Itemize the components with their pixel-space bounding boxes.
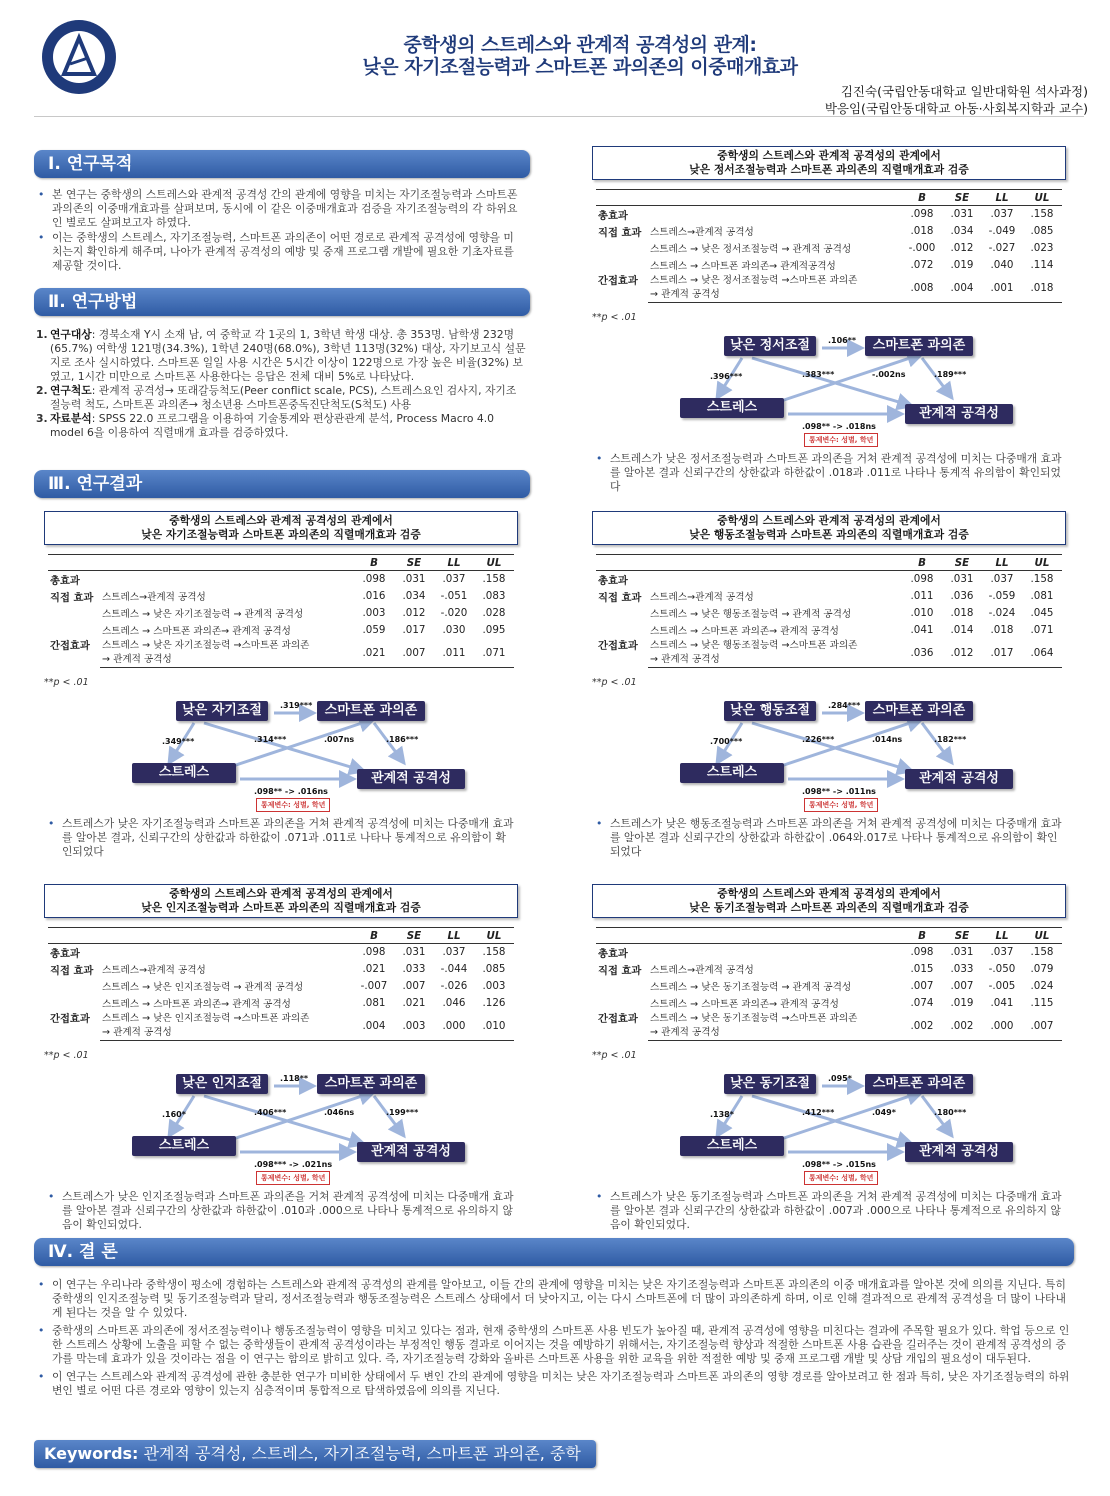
table-row: 직접 효과 스트레스→관계적 공격성 .021 .033 -.044 .085 <box>48 961 514 978</box>
result-summary: • 스트레스가 낮은 자기조절능력과 스마트폰 과의존을 거쳐 관계적 공격성에 미치는 다중매개 효과를 알아본 결과, 신뢰구간의 상한값과 하한값이 .071과 .011로 나타나 통계적으로 유의함이 확인되었다 <box>44 817 514 860</box>
coef-ab: .319*** <box>280 701 313 710</box>
control-variables: 통제변수: 성별, 학년 <box>256 798 330 812</box>
table-row: 직접 효과 스트레스→관계적 공격성 .015 .033 -.050 .079 <box>596 961 1062 978</box>
cell-ind1-3: .045 <box>1030 607 1054 619</box>
cell-ind3-2: .001 <box>982 274 1022 303</box>
cell-direct-0: .018 <box>910 225 934 237</box>
table-row: 스트레스 → 낮은 정서조절능력 → 관계적 공격성 -.000 .012 -.027 .023 <box>596 240 1062 257</box>
cell-direct-1: .034 <box>950 225 974 237</box>
section-purpose-header: Ⅰ. 연구목적 <box>34 150 530 178</box>
table-row: 스트레스 → 낮은 인지조절능력 → 관계적 공격성 -.007 .007 -.026 .003 <box>48 978 514 995</box>
table-title-box: 중학생의 스트레스와 관계적 공격성의 관계에서 낮은 행동조절능력과 스마트폰 과의존의 직렬매개효과 검증 <box>592 511 1066 545</box>
cell-total-1: .031 <box>950 946 974 959</box>
cell-ind2-0: .072 <box>910 259 934 271</box>
cell-total-1: .031 <box>950 573 974 586</box>
coef-c2: .049* <box>872 1108 896 1117</box>
table-row: 스트레스 → 낮은 동기조절능력 →스마트폰 과의존 → 관계적 공격성 .002 .002 .000 .007 <box>596 1012 1062 1041</box>
cell-ind2-3: .126 <box>482 997 506 1009</box>
cell-ind1-3: .023 <box>1030 242 1054 254</box>
cell-ind1-1: .007 <box>402 980 426 992</box>
cell-total-2: .037 <box>990 573 1014 586</box>
cell-total-2: .037 <box>990 208 1014 221</box>
cell-direct-0: .015 <box>910 963 934 975</box>
control-variables: 통제변수: 성별, 학년 <box>804 1171 878 1185</box>
mediation-diagram <box>672 697 1012 815</box>
table-row: 총효과 .098 .031 .037 .158 <box>48 944 514 961</box>
coef-c2: .046ns <box>324 1108 355 1117</box>
table-row: 간접효과 스트레스 → 스마트폰 과의존→ 관계적공격성 .072 .019 .040 .114 <box>596 257 1062 274</box>
section-conclusion-header: Ⅳ. 결 론 <box>34 1238 1074 1266</box>
cell-ind2-0: .081 <box>362 997 386 1009</box>
cell-ind3-3: .071 <box>474 639 514 668</box>
cell-ind2-0: .074 <box>910 997 934 1009</box>
cell-ind3-0: .021 <box>354 639 394 668</box>
author-1: 김진숙(국립안동대학교 일반대학원 석사과정) <box>840 84 1088 99</box>
p-note: **p < .01 <box>592 312 637 323</box>
mediation-diagram <box>672 332 1012 450</box>
cell-ind3-2: .017 <box>982 639 1022 668</box>
cell-total-0: .098 <box>362 946 386 959</box>
poster-title-line1: 중학생의 스트레스와 관계적 공격성의 관계: <box>403 34 757 56</box>
cell-ind2-1: .019 <box>950 997 974 1009</box>
node-smartphone: 스마트폰 과의존 <box>317 1074 425 1094</box>
cell-direct-1: .033 <box>402 963 426 975</box>
coef-b: .189*** <box>934 370 967 379</box>
purpose-bullet-1: • 본 연구는 중학생의 스트레스와 관계적 공격성 간의 관계에 영향을 미치는 자기조절능력과 스마트폰 과의존의 이중매개효과를 살펴보며, 동시에 이 같은 이중매개효과 검증을 자기조절능력의 각 하위요인 별로도 살펴보고자 하였다. <box>34 188 524 230</box>
cell-ind3-0: .036 <box>902 639 942 668</box>
table-row: 스트레스 → 낮은 자기조절능력 → 관계적 공격성 .003 .012 -.020 .028 <box>48 605 514 622</box>
node-aggression: 관계적 공격성 <box>905 404 1013 424</box>
node-stress: 스트레스 <box>680 1136 784 1156</box>
cell-ind3-1: .007 <box>394 639 434 668</box>
cell-direct-1: .034 <box>402 590 426 602</box>
control-variables: 통제변수: 성별, 학년 <box>256 1171 330 1185</box>
cell-ind3-3: .018 <box>1022 274 1062 303</box>
cell-total-1: .031 <box>402 573 426 586</box>
node-smartphone: 스마트폰 과의존 <box>865 701 973 721</box>
cell-ind1-0: -.000 <box>908 242 936 254</box>
poster-title-line2: 낮은 자기조절능력과 스마트폰 과의존의 이중매개효과 <box>362 56 798 78</box>
table-row: 총효과 .098 .031 .037 .158 <box>596 206 1062 223</box>
panel-emotion-regulation <box>592 146 1070 491</box>
cell-ind1-1: .012 <box>402 607 426 619</box>
coef-b: .186*** <box>386 735 419 744</box>
cell-ind2-1: .017 <box>402 624 426 636</box>
cell-ind1-0: .003 <box>362 607 386 619</box>
table-row: 간접효과 스트레스 → 스마트폰 과의존→ 관계적 공격성 .081 .021 .046 .126 <box>48 995 514 1012</box>
conclusion-bullet-3: • 이 연구는 스트레스와 관계적 공격성에 관한 충분한 연구가 미비한 상태에서 두 변인 간의 관계에 영향을 미치는 낮은 자기조절능력과 스마트폰 과의존의 영향 경로를 알아보려고 한 점과 특히, 낮은 자기조절능력의 하위변인 별로 어떤 다른 경로와 영향이 있는지 심층적이며 통합적으로 탐색하였음에 의의를 지닌다. <box>34 1370 1074 1398</box>
p-note: **p < .01 <box>592 677 637 688</box>
node-aggression: 관계적 공격성 <box>905 769 1013 789</box>
cell-ind2-2: .040 <box>990 259 1014 271</box>
table-row: 스트레스 → 낮은 정서조절능력 →스마트폰 과의존 → 관계적 공격성 .008 .004 .001 .018 <box>596 274 1062 303</box>
header-divider <box>34 116 1084 117</box>
mediation-diagram <box>672 1070 1012 1188</box>
coef-b: .182*** <box>934 735 967 744</box>
cell-direct-1: .033 <box>950 963 974 975</box>
cell-total-2: .037 <box>442 946 466 959</box>
method-item-1: 1. 연구대상: 경북소재 Y시 소재 남, 여 중학교 각 1곳의 1, 3학년 학생 대상. 총 353명. 남학생 232명(65.7%) 여학생 121명(34.3%), 1학년 240명(68.0%), 3학년 113명(32%) 대상, 자기보고식 설문지로 조사 실시하였다. 스마트폰 일일 사용 시간은 5시간 이상이 122명으로 가장 높은 비율(32%) 보였고, 1시간 미만으로 스마트폰 사용한다는 응답은 전체 대비 5%로 나타났다. <box>36 328 526 383</box>
cell-total-3: .158 <box>1030 573 1054 586</box>
cell-total-3: .158 <box>1030 208 1054 221</box>
panel-self-regulation <box>44 511 522 863</box>
coef-c2: .014ns <box>872 735 903 744</box>
node-stress: 스트레스 <box>680 398 784 418</box>
cell-ind1-2: -.026 <box>440 980 468 992</box>
cell-ind2-3: .114 <box>1030 259 1054 271</box>
cell-total-3: .158 <box>482 946 506 959</box>
table-row: 총효과 .098 .031 .037 .158 <box>48 571 514 588</box>
table-row: 직접 효과 스트레스→관계적 공격성 .011 .036 -.059 .081 <box>596 588 1062 605</box>
coef-ab: .095* <box>828 1074 852 1083</box>
section-results-header: Ⅲ. 연구결과 <box>34 470 530 498</box>
table-title-box: 중학생의 스트레스와 관계적 공격성의 관계에서 낮은 동기조절능력과 스마트폰 과의존의 직렬매개효과 검증 <box>592 884 1066 918</box>
cell-direct-2: -.044 <box>440 963 468 975</box>
cell-ind3-1: .004 <box>942 274 982 303</box>
cell-direct-2: -.059 <box>988 590 1016 602</box>
coef-total: .098*** -> .021ns <box>254 1160 333 1169</box>
node-aggression: 관계적 공격성 <box>357 1142 465 1162</box>
table-title-box: 중학생의 스트레스와 관계적 공격성의 관계에서 낮은 자기조절능력과 스마트폰 과의존의 직렬매개효과 검증 <box>44 511 518 545</box>
cell-total-3: .158 <box>482 573 506 586</box>
cell-ind3-3: .010 <box>474 1012 514 1041</box>
coef-c2: .007ns <box>324 735 355 744</box>
coef-c1: .314*** <box>254 735 287 744</box>
table-row: 간접효과 스트레스 → 스마트폰 과의존→ 관계적 공격성 .074 .019 .041 .115 <box>596 995 1062 1012</box>
cell-ind1-3: .003 <box>482 980 506 992</box>
cell-total-0: .098 <box>910 946 934 959</box>
node-smartphone: 스마트폰 과의존 <box>317 701 425 721</box>
table-row: 간접효과 스트레스 → 스마트폰 과의존→ 관계적 공격성 .059 .017 .030 .095 <box>48 622 514 639</box>
cell-direct-3: .081 <box>1030 590 1054 602</box>
cell-ind1-2: -.020 <box>440 607 468 619</box>
cell-ind1-0: -.007 <box>360 980 388 992</box>
node-low-regulation: 낮은 인지조절 <box>176 1074 268 1094</box>
table-row: 직접 효과 스트레스→관계적 공격성 .018 .034 -.049 .085 <box>596 223 1062 240</box>
coef-c1: .412*** <box>802 1108 835 1117</box>
cell-ind2-3: .115 <box>1030 997 1054 1009</box>
coef-c1: .406*** <box>254 1108 287 1117</box>
cell-ind3-2: .000 <box>434 1012 474 1041</box>
conclusion-bullet-1: • 이 연구는 우리나라 중학생이 평소에 경험하는 스트레스와 관계적 공격성의 관계를 알아보고, 이들 간의 관계에 영향을 미치는 낮은 자기조절능력과 스마트폰 과의존의 이중 매개효과를 알아본 것에 의의를 지닌다. 특히 중학생의 인지조절능력 및 동기조절능력과 달리, 정서조절능력과 행동조절능력은 스트레스 상태에서 더 낮아지고, 이는 다시 스마트폰에 더 많이 과의존하게 하며, 이로 인해 결과적으로 관계적 공격성을 더 많이 나타내게 된다는 것을 알 수 있었다. <box>34 1278 1074 1320</box>
table-row: 스트레스 → 낮은 행동조절능력 → 관계적 공격성 .010 .018 -.024 .045 <box>596 605 1062 622</box>
cell-ind3-0: .008 <box>902 274 942 303</box>
cell-ind1-1: .018 <box>950 607 974 619</box>
cell-ind2-3: .095 <box>482 624 506 636</box>
coef-c1: .226*** <box>802 735 835 744</box>
coef-c1: .383*** <box>802 370 835 379</box>
node-low-regulation: 낮은 동기조절 <box>724 1074 816 1094</box>
cell-ind2-1: .021 <box>402 997 426 1009</box>
cell-ind1-2: -.027 <box>988 242 1016 254</box>
cell-ind3-3: .007 <box>1022 1012 1062 1041</box>
cell-ind2-2: .041 <box>990 997 1014 1009</box>
coef-a: .160* <box>162 1110 186 1119</box>
result-summary: • 스트레스가 낮은 행동조절능력과 스마트폰 과의존을 거쳐 관계적 공격성에 미치는 다중매개 효과를 알아본 결과 신뢰구간의 상한값과 하한값이 .064와.017로 나타나 통계적으로 유의함이 확인되었다 <box>592 817 1062 860</box>
coef-b: .180*** <box>934 1108 967 1117</box>
result-summary: • 스트레스가 낮은 인지조절능력과 스마트폰 과의존을 거쳐 관계적 공격성에 미치는 다중매개 효과를 알아본 결과 신뢰구간의 상한값과 하한값이 .010과 .000으로 나타나 통계적으로 유의하지 않음이 확인되었다. <box>44 1190 514 1233</box>
cell-ind2-1: .019 <box>950 259 974 271</box>
cell-ind3-1: .002 <box>942 1012 982 1041</box>
node-stress: 스트레스 <box>132 1136 236 1156</box>
mediation-table: B SE LL UL 총효과 .098 .031 .037 .158 직접 효과 스트레스→관계적 공격성 .011 .036 -.059 .081 스트레스 → 낮은 행동조절능력 → 관계적 공격성 .010 .018 -.024 .045 간접효과 스트레스 → 스마트폰 과의존→ 관계적 공격성 .041 .014 .018 .071 스트레스 → 낮은 행동조절능력 →스마트폰 과의존 → 관계적 공격성 .036 .012 .017 .064 <box>596 554 1062 668</box>
node-low-regulation: 낮은 행동조절 <box>724 701 816 721</box>
coef-a: .349*** <box>162 737 195 746</box>
cell-direct-3: .085 <box>1030 225 1054 237</box>
mediation-diagram <box>124 697 464 815</box>
method-item-3: 3. 자료분석: SPSS 22.0 프로그램을 이용하여 기술통계와 편상관관계 분석, Process Macro 4.0 model 6을 이용하여 직렬매개 효과를 검증하였다. <box>36 412 495 439</box>
purpose-bullets <box>34 188 524 274</box>
purpose-bullet-2: • 이는 중학생의 스트레스, 자기조절능력, 스마트폰 과의존이 어떤 경로로 관계적 공격성에 영향을 미치는지 확인하게 해주며, 나아가 관계적 공격성의 예방 및 중재 프로그램 개발에 필요한 기초자료를 제공할 것이다. <box>34 231 524 273</box>
cell-direct-0: .021 <box>362 963 386 975</box>
cell-ind3-2: .000 <box>982 1012 1022 1041</box>
mediation-diagram <box>124 1070 464 1188</box>
cell-direct-2: -.051 <box>440 590 468 602</box>
node-stress: 스트레스 <box>680 763 784 783</box>
cell-total-2: .037 <box>990 946 1014 959</box>
cell-direct-2: -.050 <box>988 963 1016 975</box>
cell-total-3: .158 <box>1030 946 1054 959</box>
cell-direct-0: .011 <box>910 590 934 602</box>
cell-ind1-1: .012 <box>950 242 974 254</box>
coef-a: .138* <box>710 1110 734 1119</box>
node-low-regulation: 낮은 정서조절 <box>724 336 816 356</box>
coef-a: .396*** <box>710 372 743 381</box>
cell-direct-3: .085 <box>482 963 506 975</box>
mediation-table: B SE LL UL 총효과 .098 .031 .037 .158 직접 효과 스트레스→관계적 공격성 .021 .033 -.044 .085 스트레스 → 낮은 인지조절능력 → 관계적 공격성 -.007 .007 -.026 .003 간접효과 스트레스 → 스마트폰 과의존→ 관계적 공격성 .081 .021 .046 .126 스트레스 → 낮은 인지조절능력 →스마트폰 과의존 → 관계적 공격성 .004 .003 .000 .010 <box>48 927 514 1041</box>
cell-ind3-3: .064 <box>1022 639 1062 668</box>
keywords-text: 관계적 공격성, 스트레스, 자기조절능력, 스마트폰 과의존, 중학생 <box>44 1444 581 1491</box>
conclusion-bullet-2: • 중학생의 스마트폰 과의존에 정서조절능력이나 행동조절능력이 영향을 미치고 있다는 점과, 현재 중학생의 스마트폰 사용 빈도가 높아질 때, 관계적 공격성에 영향을 미친다는 결과에 주목할 필요가 있다. 학업 등으로 인한 스트레스 상황에 노출을 피할 수 없는 중학생들이 관계적 공격성이라는 부정적인 행동 결과로 이어지는 것을 예방하기 위해서는, 자기조절능력 향상과 적절한 스마트폰 사용 습관을 길러주는 것이 관계적 공격성의 증가를 막는데 효과가 있을 것이라는 점을 이 연구는 함의로 밝히고 있다. 즉, 자기조절능력 강화와 올바른 스마트폰 사용을 위한 교육을 위한 적절한 예방 및 중재 프로그램 개발 및 상담 개입의 필요성이 대두된다. <box>34 1324 1074 1366</box>
table-row: 스트레스 → 낮은 자기조절능력 →스마트폰 과의존 → 관계적 공격성 .021 .007 .011 .071 <box>48 639 514 668</box>
cell-ind1-2: -.024 <box>988 607 1016 619</box>
coef-ab: .106** <box>828 336 857 345</box>
mediation-table: B SE LL UL 총효과 .098 .031 .037 .158 직접 효과 스트레스→관계적 공격성 .016 .034 -.051 .083 스트레스 → 낮은 자기조절능력 → 관계적 공격성 .003 .012 -.020 .028 간접효과 스트레스 → 스마트폰 과의존→ 관계적 공격성 .059 .017 .030 .095 스트레스 → 낮은 자기조절능력 →스마트폰 과의존 → 관계적 공격성 .021 .007 .011 .071 <box>48 554 514 668</box>
cell-ind1-2: -.005 <box>988 980 1016 992</box>
result-summary: • 스트레스가 낮은 정서조절능력과 스마트폰 과의존을 거쳐 관계적 공격성에 미치는 다중매개 효과를 알아본 결과 신뢰구간의 상한값과 하한값이 .018과 .011로 나타나 통계적 유의함이 확인되었다 <box>592 452 1062 495</box>
cell-ind2-2: .018 <box>990 624 1014 636</box>
section-method-header: Ⅱ. 연구방법 <box>34 288 530 316</box>
cell-ind3-2: .011 <box>434 639 474 668</box>
table-row: 총효과 .098 .031 .037 .158 <box>596 571 1062 588</box>
control-variables: 통제변수: 성별, 학년 <box>804 433 878 447</box>
cell-direct-0: .016 <box>362 590 386 602</box>
cell-ind1-0: .010 <box>910 607 934 619</box>
p-note: **p < .01 <box>592 1050 637 1061</box>
coef-total: .098** -> .016ns <box>254 787 328 796</box>
control-variables: 통제변수: 성별, 학년 <box>804 798 878 812</box>
cell-ind3-1: .003 <box>394 1012 434 1041</box>
cell-ind2-2: .030 <box>442 624 466 636</box>
cell-ind2-1: .014 <box>950 624 974 636</box>
coef-c2: -.002ns <box>872 370 906 379</box>
node-aggression: 관계적 공격성 <box>905 1142 1013 1162</box>
cell-ind2-0: .059 <box>362 624 386 636</box>
panel-motivation-regulation <box>592 884 1070 1229</box>
table-title-box: 중학생의 스트레스와 관계적 공격성의 관계에서 낮은 인지조절능력과 스마트폰 과의존의 직렬매개효과 검증 <box>44 884 518 918</box>
method-list <box>34 328 526 440</box>
cell-direct-3: .079 <box>1030 963 1054 975</box>
table-row: 직접 효과 스트레스→관계적 공격성 .016 .034 -.051 .083 <box>48 588 514 605</box>
conclusion-bullets <box>34 1278 1074 1399</box>
university-logo <box>40 18 118 96</box>
keywords-label: Keywords: <box>44 1444 139 1463</box>
author-2: 박응임(국립안동대학교 아동·사회복지학과 교수) <box>824 101 1088 116</box>
cell-direct-3: .083 <box>482 590 506 602</box>
p-note: **p < .01 <box>44 1050 89 1061</box>
coef-ab: .118** <box>280 1074 309 1083</box>
node-smartphone: 스마트폰 과의존 <box>865 1074 973 1094</box>
coef-b: .199*** <box>386 1108 419 1117</box>
table-row: 스트레스 → 낮은 동기조절능력 → 관계적 공격성 .007 .007 -.005 .024 <box>596 978 1062 995</box>
cell-ind3-0: .002 <box>902 1012 942 1041</box>
mediation-table: B SE LL UL 총효과 .098 .031 .037 .158 직접 효과 스트레스→관계적 공격성 .015 .033 -.050 .079 스트레스 → 낮은 동기조절능력 → 관계적 공격성 .007 .007 -.005 .024 간접효과 스트레스 → 스마트폰 과의존→ 관계적 공격성 .074 .019 .041 .115 스트레스 → 낮은 동기조절능력 →스마트폰 과의존 → 관계적 공격성 .002 .002 .000 .007 <box>596 927 1062 1041</box>
keywords-bar <box>34 1440 596 1491</box>
cell-ind3-0: .004 <box>354 1012 394 1041</box>
cell-direct-2: -.049 <box>988 225 1016 237</box>
cell-ind1-1: .007 <box>950 980 974 992</box>
coef-a: .700*** <box>710 737 743 746</box>
cell-total-1: .031 <box>402 946 426 959</box>
cell-total-0: .098 <box>910 208 934 221</box>
cell-total-0: .098 <box>362 573 386 586</box>
coef-ab: .284*** <box>828 701 861 710</box>
panel-cognitive-regulation <box>44 884 522 1229</box>
cell-ind1-0: .007 <box>910 980 934 992</box>
result-summary: • 스트레스가 낮은 동기조절능력과 스마트폰 과의존을 거쳐 관계적 공격성에 미치는 다중매개 효과를 알아본 결과 신뢰구간의 상한값과 하한값이 .007과 .000으로 나타나 통계적으로 유의하지 않음이 확인되었다. <box>592 1190 1062 1233</box>
node-smartphone: 스마트폰 과의존 <box>865 336 973 356</box>
cell-direct-1: .036 <box>950 590 974 602</box>
table-title-box: 중학생의 스트레스와 관계적 공격성의 관계에서 낮은 정서조절능력과 스마트폰 과의존의 직렬매개효과 검증 <box>592 146 1066 180</box>
cell-ind3-1: .012 <box>942 639 982 668</box>
cell-total-0: .098 <box>910 573 934 586</box>
panel-behavior-regulation <box>592 511 1070 863</box>
coef-total: .098** -> .015ns <box>802 1160 876 1169</box>
node-aggression: 관계적 공격성 <box>357 769 465 789</box>
node-low-regulation: 낮은 자기조절 <box>176 701 268 721</box>
cell-ind2-0: .041 <box>910 624 934 636</box>
node-stress: 스트레스 <box>132 763 236 783</box>
cell-ind1-3: .028 <box>482 607 506 619</box>
cell-total-1: .031 <box>950 208 974 221</box>
cell-total-2: .037 <box>442 573 466 586</box>
table-row: 스트레스 → 낮은 인지조절능력 →스마트폰 과의존 → 관계적 공격성 .004 .003 .000 .010 <box>48 1012 514 1041</box>
coef-total: .098** -> .011ns <box>802 787 876 796</box>
coef-total: .098** -> .018ns <box>802 422 876 431</box>
cell-ind1-3: .024 <box>1030 980 1054 992</box>
cell-ind2-2: .046 <box>442 997 466 1009</box>
cell-ind2-3: .071 <box>1030 624 1054 636</box>
p-note: **p < .01 <box>44 677 89 688</box>
method-item-2: 2. 연구척도: 관계적 공격성→ 또래갈등척도(Peer conflict scale, PCS), 스트레스요인 검사지, 자기조절능력 척도, 스마트폰 과의존→ 청소년용 스마트폰중독진단척도(S척도) 사용 <box>36 384 517 411</box>
mediation-table: B SE LL UL 총효과 .098 .031 .037 .158 직접 효과 스트레스→관계적 공격성 .018 .034 -.049 .085 스트레스 → 낮은 정서조절능력 → 관계적 공격성 -.000 .012 -.027 .023 간접효과 스트레스 → 스마트폰 과의존→ 관계적공격성 .072 .019 .040 .114 스트레스 → 낮은 정서조절능력 →스마트폰 과의존 → 관계적 공격성 .008 .004 .001 .018 <box>596 189 1062 303</box>
table-row: 간접효과 스트레스 → 스마트폰 과의존→ 관계적 공격성 .041 .014 .018 .071 <box>596 622 1062 639</box>
table-row: 스트레스 → 낮은 행동조절능력 →스마트폰 과의존 → 관계적 공격성 .036 .012 .017 .064 <box>596 639 1062 668</box>
table-row: 총효과 .098 .031 .037 .158 <box>596 944 1062 961</box>
